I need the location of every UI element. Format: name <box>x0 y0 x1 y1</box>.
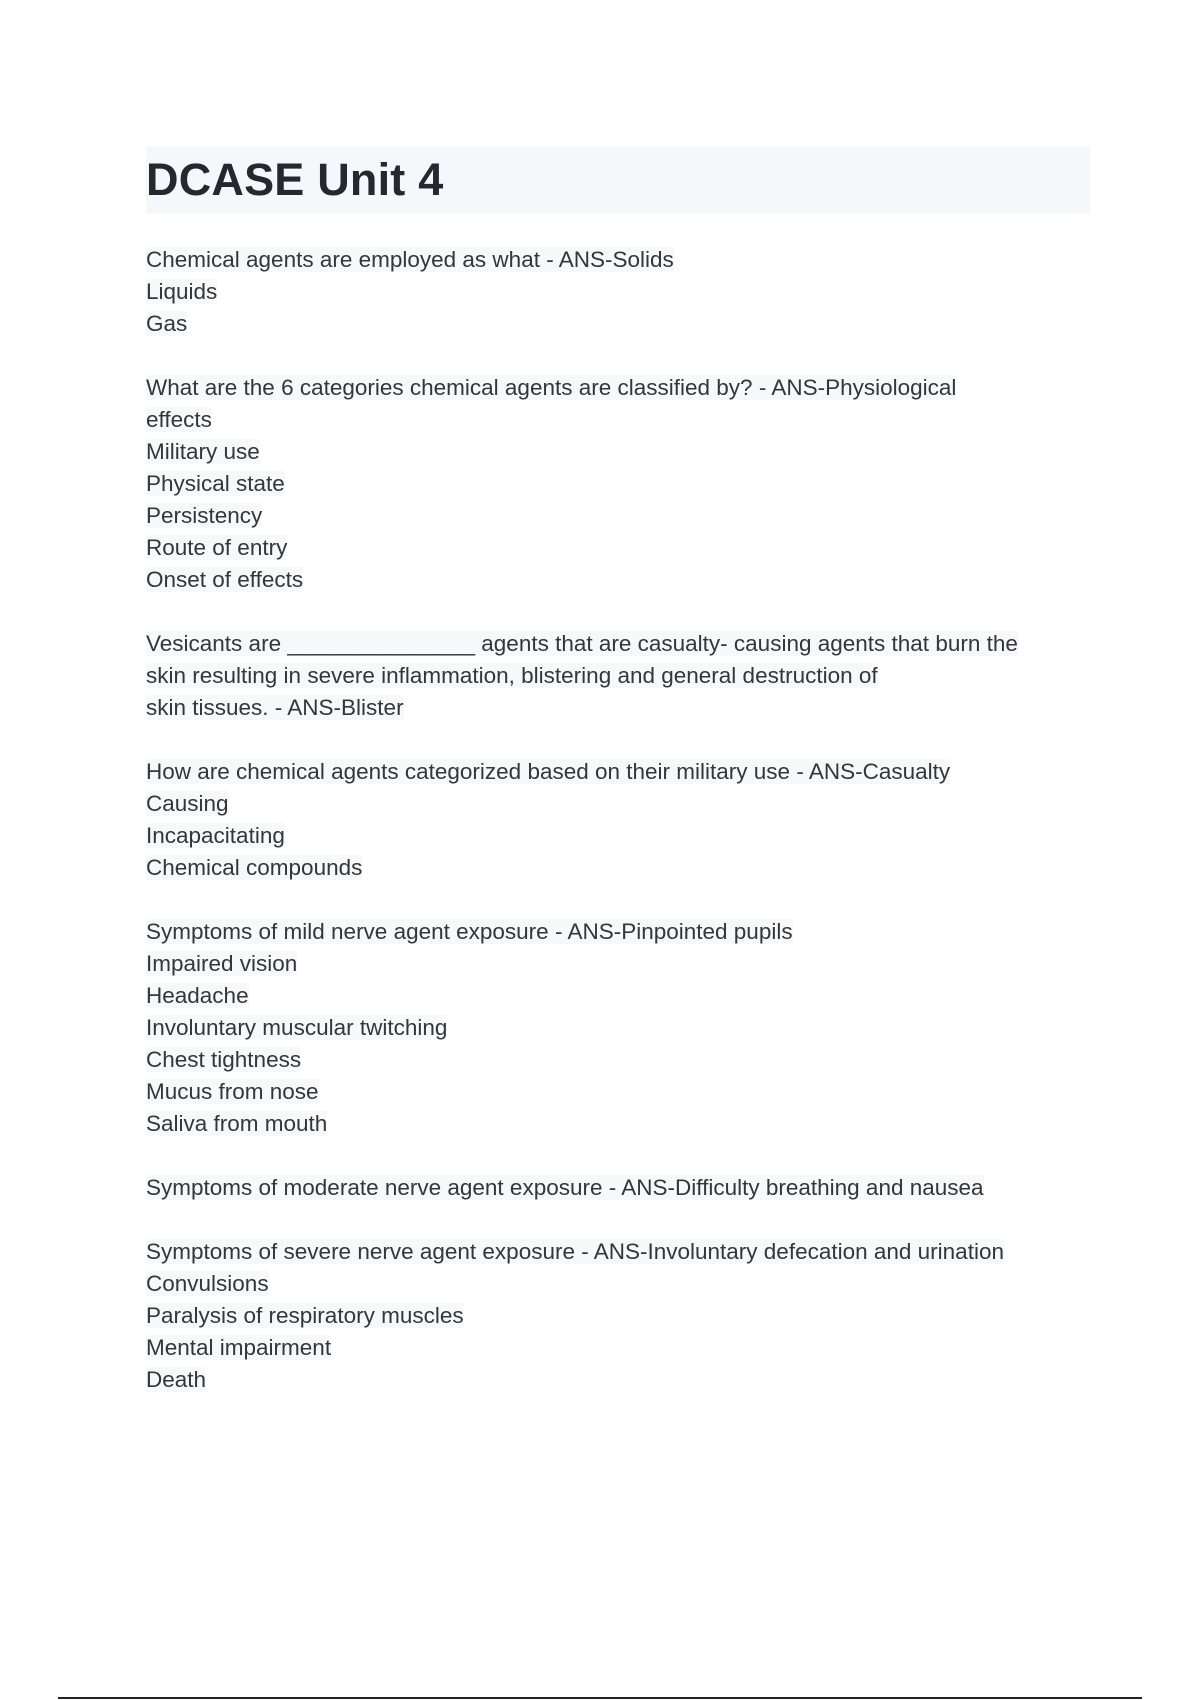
qa-item <box>146 372 1090 596</box>
qa-item <box>146 628 1090 724</box>
answer-line: Chest tightness <box>146 1047 302 1072</box>
answer-line: Impaired vision <box>146 951 298 976</box>
qa-item <box>146 1236 1090 1396</box>
answer-line: Liquids <box>146 279 218 304</box>
answer-line: Death <box>146 1367 207 1392</box>
answer-line: Chemical compounds <box>146 855 363 880</box>
question-line: Symptoms of mild nerve agent exposure - ANS-Pinpointed pupils <box>146 919 793 944</box>
answer-line: Gas <box>146 311 188 336</box>
qa-list <box>146 244 1090 1396</box>
answer-line: Onset of effects <box>146 567 304 592</box>
answer-line: Paralysis of respiratory muscles <box>146 1303 464 1328</box>
qa-item <box>146 1172 1090 1204</box>
answer-line: Convulsions <box>146 1271 269 1296</box>
question-line: Vesicants are _______________ agents that are casualty- causing agents that burn the <box>146 631 1018 656</box>
bottom-divider <box>58 1697 1142 1699</box>
answer-line: Saliva from mouth <box>146 1111 328 1136</box>
answer-line: Incapacitating <box>146 823 285 848</box>
answer-line: Headache <box>146 983 249 1008</box>
qa-item <box>146 756 1090 884</box>
answer-line: effects <box>146 407 212 432</box>
answer-line: Mental impairment <box>146 1335 332 1360</box>
question-line: What are the 6 categories chemical agents are classified by? - ANS-Physiological <box>146 375 957 400</box>
question-line: How are chemical agents categorized based on their military use - ANS-Casualty <box>146 759 951 784</box>
document-title: DCASE Unit 4 <box>146 154 444 205</box>
question-line: Symptoms of moderate nerve agent exposure - ANS-Difficulty breathing and nausea <box>146 1175 984 1200</box>
answer-line: Persistency <box>146 503 263 528</box>
question-line: skin tissues. - ANS-Blister <box>146 695 404 720</box>
qa-item <box>146 244 1090 340</box>
answer-line: Military use <box>146 439 260 464</box>
qa-item <box>146 916 1090 1140</box>
question-line: skin resulting in severe inflammation, blistering and general destruction of <box>146 663 878 688</box>
answer-line: Involuntary muscular twitching <box>146 1015 448 1040</box>
answer-line: Mucus from nose <box>146 1079 319 1104</box>
question-line: Symptoms of severe nerve agent exposure - ANS-Involuntary defecation and urination <box>146 1239 1004 1264</box>
answer-line: Physical state <box>146 471 285 496</box>
question-line: Chemical agents are employed as what - ANS-Solids <box>146 247 674 272</box>
answer-line: Route of entry <box>146 535 288 560</box>
answer-line: Causing <box>146 791 229 816</box>
document-page <box>146 146 1090 1428</box>
title-band <box>146 146 1090 214</box>
